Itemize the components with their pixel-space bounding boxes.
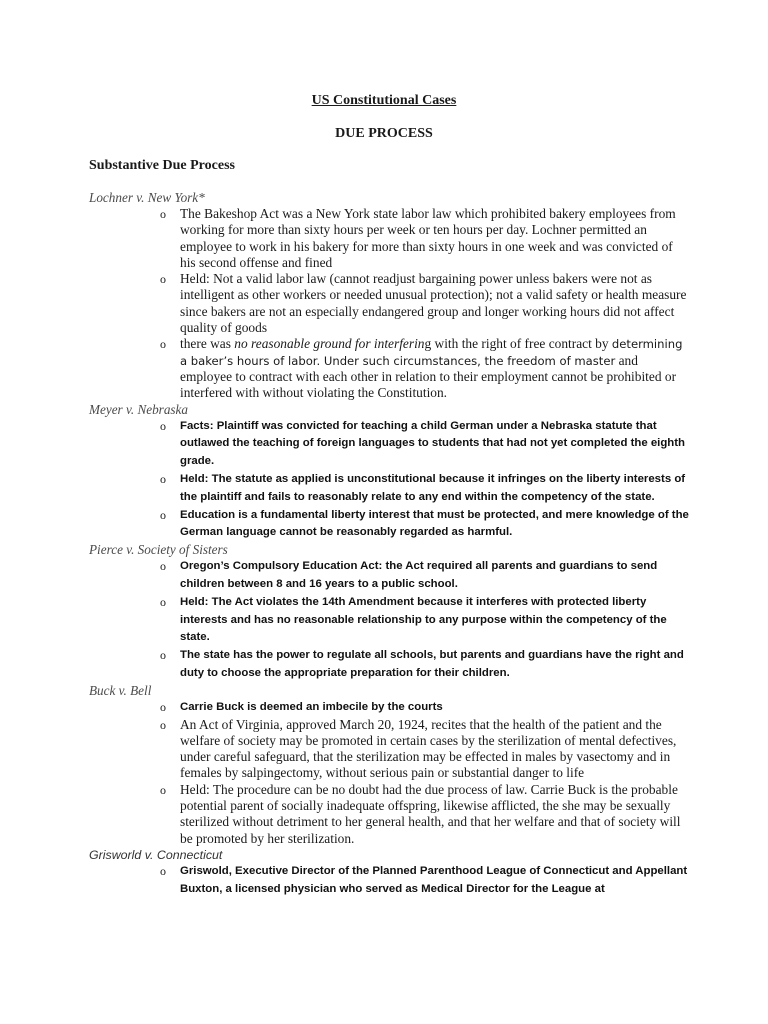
case-points-lochner [89,206,689,402]
case-points-buck [89,699,689,847]
bullet-icon: o [160,782,166,797]
bullet-icon: o [160,863,166,878]
case-points-pierce [89,558,689,683]
bullet-icon: o [160,471,166,486]
emphasis-text: no reasonable ground for interferin [234,336,425,352]
case-title-lochner: Lochner v. New York* [89,190,205,205]
list-item: o Oregon’s Compulsory Education Act: the Act required all parents and guardians to send children between 8 and 16 years to a public school. [160,559,658,590]
bullet-icon: o [160,594,166,609]
bullet-icon: o [160,207,166,221]
bullet-icon: o [160,648,166,663]
case-title-meyer: Meyer v. Nebraska [89,401,188,417]
section-heading: Substantive Due Process [89,158,235,173]
bullet-icon: o [160,337,166,352]
bullet-icon: o [160,717,166,732]
bullet-icon: o [160,272,166,287]
list-item: o Facts: Plaintiff was convicted for teaching a child German under a Nebraska statute that outlawed the teaching of foreign languages to students that had not yet completed the eighth grade. [160,418,686,468]
case-title-buck: Buck v. Bell [89,682,152,698]
case-points-griswold [89,863,689,899]
bullet-icon: o [160,418,166,433]
bullet-icon: o [160,559,166,574]
list-item: o Held: Not a valid labor law (cannot readjust bargaining power unless bakers were not as intelligent as other workers or needed unusual protection); not a valid safety or health measure since bakers are not an especially endangered group and longer working hours did not affect quality of goods [160,271,687,336]
document-body [89,190,689,898]
bullet-icon: o [160,507,166,522]
list-item: o Education is a fundamental liberty interest that must be protected, and mere knowledge of the German language cannot be reasonably regarded as harmful. [160,507,689,539]
list-item: o The Bakeshop Act was a New York state labor law which prohibited bakery employees from working for more than sixty hours per week or ten hours per day. Lochner permitted an employee to work in his bakery for more than sixty hours in one week and was convicted of his second offense and fined [160,206,676,270]
list-item: o An Act of Virginia, approved March 20, 1924, recites that the health of the patient and the welfare of society may be promoted in certain cases by the sterilization of mental defectives, under careful safeguard, that the sterilization may be effected in males by vasectomy and in females by salpingectomy, without serious pain or substantial danger to life [160,716,677,781]
document-subtitle: DUE PROCESS [335,126,433,141]
case-title-pierce: Pierce v. Society of Sisters [89,542,228,558]
list-item: o Carrie Buck is deemed an imbecile by the courts [89,699,689,717]
list-item: o Held: The procedure can be no doubt had the due process of law. Carrie Buck is the probable potential parent of socially inadequate offspring, likewise afflicted, the she may be sexually sterilized without detriment to her general health, and that her welfare and that of society will be promoted by her sterilization. [160,781,681,846]
list-item: o Held: The statute as applied is unconstitutional because it infringes on the liberty interests of the plaintiff and fails to reasonably relate to any end within the competency of the state. [160,471,686,503]
bullet-icon: o [160,699,166,714]
case-points-meyer [89,418,689,543]
list-item: o Griswold, Executive Director of the Planned Parenthood League of Connecticut and Appellant Buxton, a licensed physician who served as Medical Director for the League at [160,863,688,895]
document-title: US Constitutional Cases [311,93,457,108]
list-item: o The state has the power to regulate all schools, but parents and guardians have the right and duty to choose the appropriate preparation for their children. [160,648,684,679]
list-item: o Held: The Act violates the 14th Amendment because it interferes with protected liberty interests and has no reasonable relationship to any purpose within the competency of the state. [160,594,667,644]
list-item: o there was no reasonable ground for interfering with the right of free contract by determining a baker’s hours of labor. Under such circumstances, the freedom of master and employee to contract with each other in relation to their employment cannot be prohibited or interfered with without violating the Constitution. [160,336,683,401]
case-title-griswold: Grisworld v. Connecticut [89,847,223,862]
